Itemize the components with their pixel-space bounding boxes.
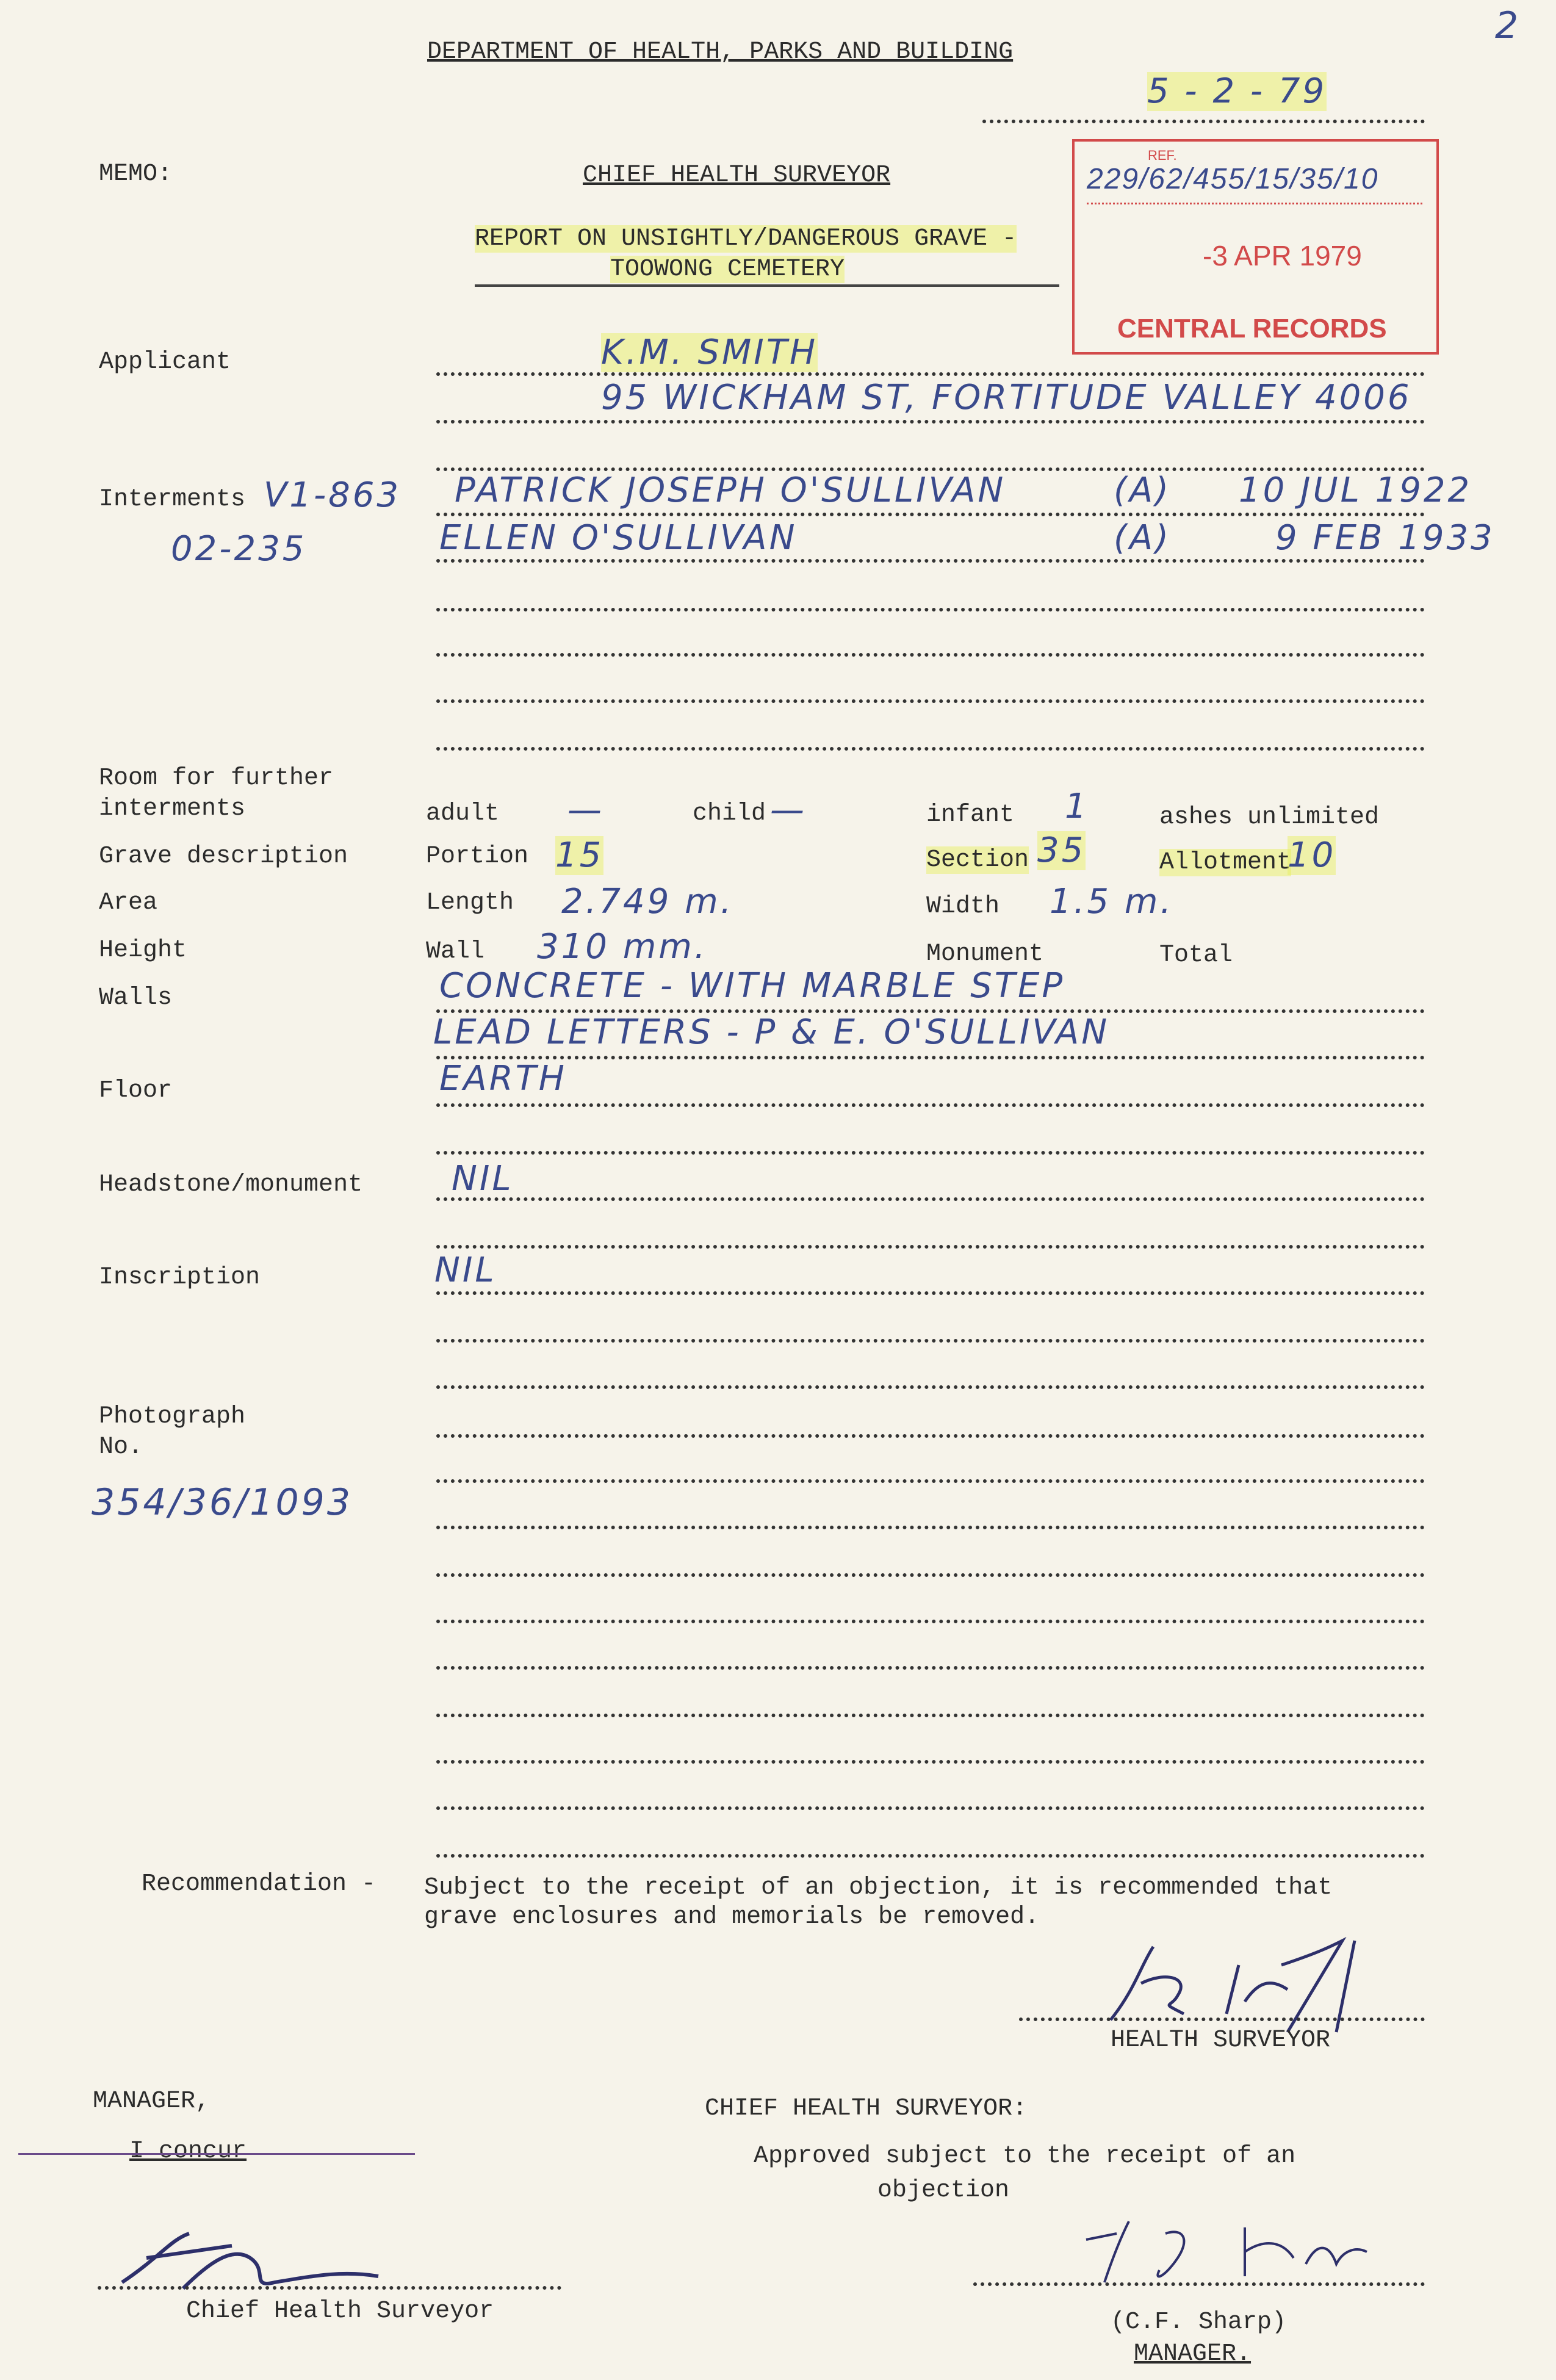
width-value: 1.5 m. [1050,882,1174,921]
headstone-label: Headstone/monument [99,1171,363,1199]
monument-label: Monument [926,940,1044,968]
applicant-address: 95 WICKHAM ST, FORTITUDE VALLEY 4006 [601,378,1412,417]
photo-line-4 [436,1573,1425,1577]
interment-name-1: PATRICK JOSEPH O'SULLIVAN [455,471,1006,510]
room-label-line-1: Room for further [99,765,334,792]
total-label: Total [1159,942,1233,969]
walls-label: Walls [99,984,173,1012]
manager-label: MANAGER, [93,2088,211,2115]
interment-name-2: ELLEN O'SULLIVAN [439,518,798,558]
section-label-text: Section [926,846,1029,874]
manager-name: (C.F. Sharp) [1111,2309,1287,2336]
applicant-name: K.M. SMITH [601,333,818,372]
interments-line-6 [436,747,1425,751]
subject-line-2 [610,255,845,284]
floor-label: Floor [99,1077,173,1105]
portion-label: Portion [426,843,529,870]
memo-label: MEMO: [99,160,173,188]
photograph-number: 354/36/1093 [92,1481,353,1524]
infant-label: infant [926,801,1015,829]
adult-value: — [567,790,604,830]
photo-line-9 [436,1806,1425,1810]
length-value: 2.749 m. [561,882,734,921]
headstone-value: NIL [452,1159,514,1199]
inscription-label: Inscription [99,1264,261,1291]
ashes-label: ashes unlimited [1159,804,1380,831]
section-value: 35 [1037,831,1086,870]
allotment-label [1159,848,1291,878]
photo-line-1 [436,1434,1425,1438]
manager-title: MANAGER. [1134,2340,1252,2368]
inscription-line-1 [436,1291,1425,1295]
wall-value: 310 mm. [537,927,708,967]
allotment-value: 10 [1288,835,1336,875]
area-label: Area [99,889,158,917]
headstone-line-2 [436,1245,1425,1249]
approved-line-2: objection [877,2177,1010,2204]
interments-line-4 [436,653,1425,657]
health-surveyor-sign-line [1019,2018,1425,2021]
subject-line-2-text: TOOWONG CEMETERY [610,256,845,283]
interments-line-5 [436,699,1425,703]
interment-code-1: V1-863 [264,475,402,515]
concur-text: I concur [129,2138,247,2165]
manager-sign-line [973,2282,1425,2286]
photograph-label-line-2: No. [99,1433,143,1461]
child-label: child [693,800,766,828]
recommendation-line-2: grave enclosures and memorials be removed. [424,1903,1040,1931]
wall-label: Wall [426,938,485,965]
walls-line-2 [436,1056,1425,1059]
photo-line-8 [436,1760,1425,1764]
interments-line-2 [436,559,1425,563]
inscription-value: NIL [434,1250,497,1290]
subject-line-1-text: REPORT ON UNSIGHTLY/DANGEROUS GRAVE - [475,225,1017,253]
date-dotted-line [982,120,1425,123]
page-number: 2 [1495,4,1521,47]
concur-rule [18,2153,415,2155]
applicant-line-2 [436,420,1425,424]
interments-line-1 [436,513,1425,516]
stamp-office: CENTRAL RECORDS [1117,314,1387,344]
photo-line-7 [436,1714,1425,1717]
department-heading: DEPARTMENT OF HEALTH, PARKS AND BUILDING [427,38,1014,66]
subject-line-1 [475,225,1017,254]
photo-line-5 [436,1620,1425,1623]
stamp-rule [1087,203,1422,204]
photo-line-2 [436,1479,1425,1483]
recommendation-label: Recommendation - [142,1870,376,1898]
interments-label: Interments [99,486,246,513]
interment-status-2: (A) [1114,518,1172,558]
photo-line-10 [436,1854,1425,1858]
stamp-ref-label: REF. [1148,148,1177,163]
photograph-label-line-1: Photograph [99,1403,246,1430]
stamp-ref-number: 229/62/455/15/35/10 [1087,163,1379,195]
addressee: CHIEF HEALTH SURVEYOR [583,162,891,189]
interment-date-1: 10 JUL 1922 [1239,471,1472,510]
health-surveyor-signature [1086,1928,1403,2038]
inscription-line-3 [436,1385,1425,1389]
health-surveyor-label: HEALTH SURVEYOR [1111,2027,1331,2054]
chief-sign-line [98,2286,561,2290]
central-records-stamp [1072,139,1439,355]
portion-value: 15 [555,835,604,875]
floor-value: EARTH [439,1059,567,1098]
adult-label: adult [426,800,500,828]
photo-line-3 [436,1526,1425,1529]
infant-value: 1 [1065,787,1089,826]
recommendation-line-1: Subject to the receipt of an objection, it is recommended that [424,1874,1333,1902]
allotment-label-text: Allotment [1159,849,1292,876]
applicant-line-1 [436,372,1425,376]
chief-sign-label: Chief Health Surveyor [186,2298,494,2325]
floor-line-2 [436,1151,1425,1155]
width-label: Width [926,893,1000,920]
floor-line-1 [436,1103,1425,1107]
subject-rule [475,284,1059,287]
walls-value-line-1: CONCRETE - WITH MARBLE STEP [439,966,1065,1006]
applicant-label: Applicant [99,348,231,376]
interment-date-2: 9 FEB 1933 [1275,518,1495,558]
headstone-line-1 [436,1197,1425,1201]
height-label: Height [99,937,187,964]
room-label-line-2: interments [99,795,246,823]
manager-signature [1062,2203,1403,2295]
interment-code-2: 02-235 [171,529,307,569]
length-label: Length [426,889,514,917]
grave-description-label: Grave description [99,843,348,870]
walls-value-line-2: LEAD LETTERS - P & E. O'SULLIVAN [433,1012,1110,1052]
chief-heading: CHIEF HEALTH SURVEYOR: [705,2095,1028,2122]
photo-line-6 [436,1666,1425,1670]
child-value: — [770,790,807,830]
section-label [926,846,1029,875]
approved-line-1: Approved subject to the receipt of an [754,2143,1296,2170]
interments-line-3 [436,608,1425,611]
memo-date: 5 - 2 - 79 [1147,71,1327,111]
interment-status-1: (A) [1114,471,1172,510]
inscription-line-2 [436,1339,1425,1343]
stamp-date: -3 APR 1979 [1203,240,1362,272]
